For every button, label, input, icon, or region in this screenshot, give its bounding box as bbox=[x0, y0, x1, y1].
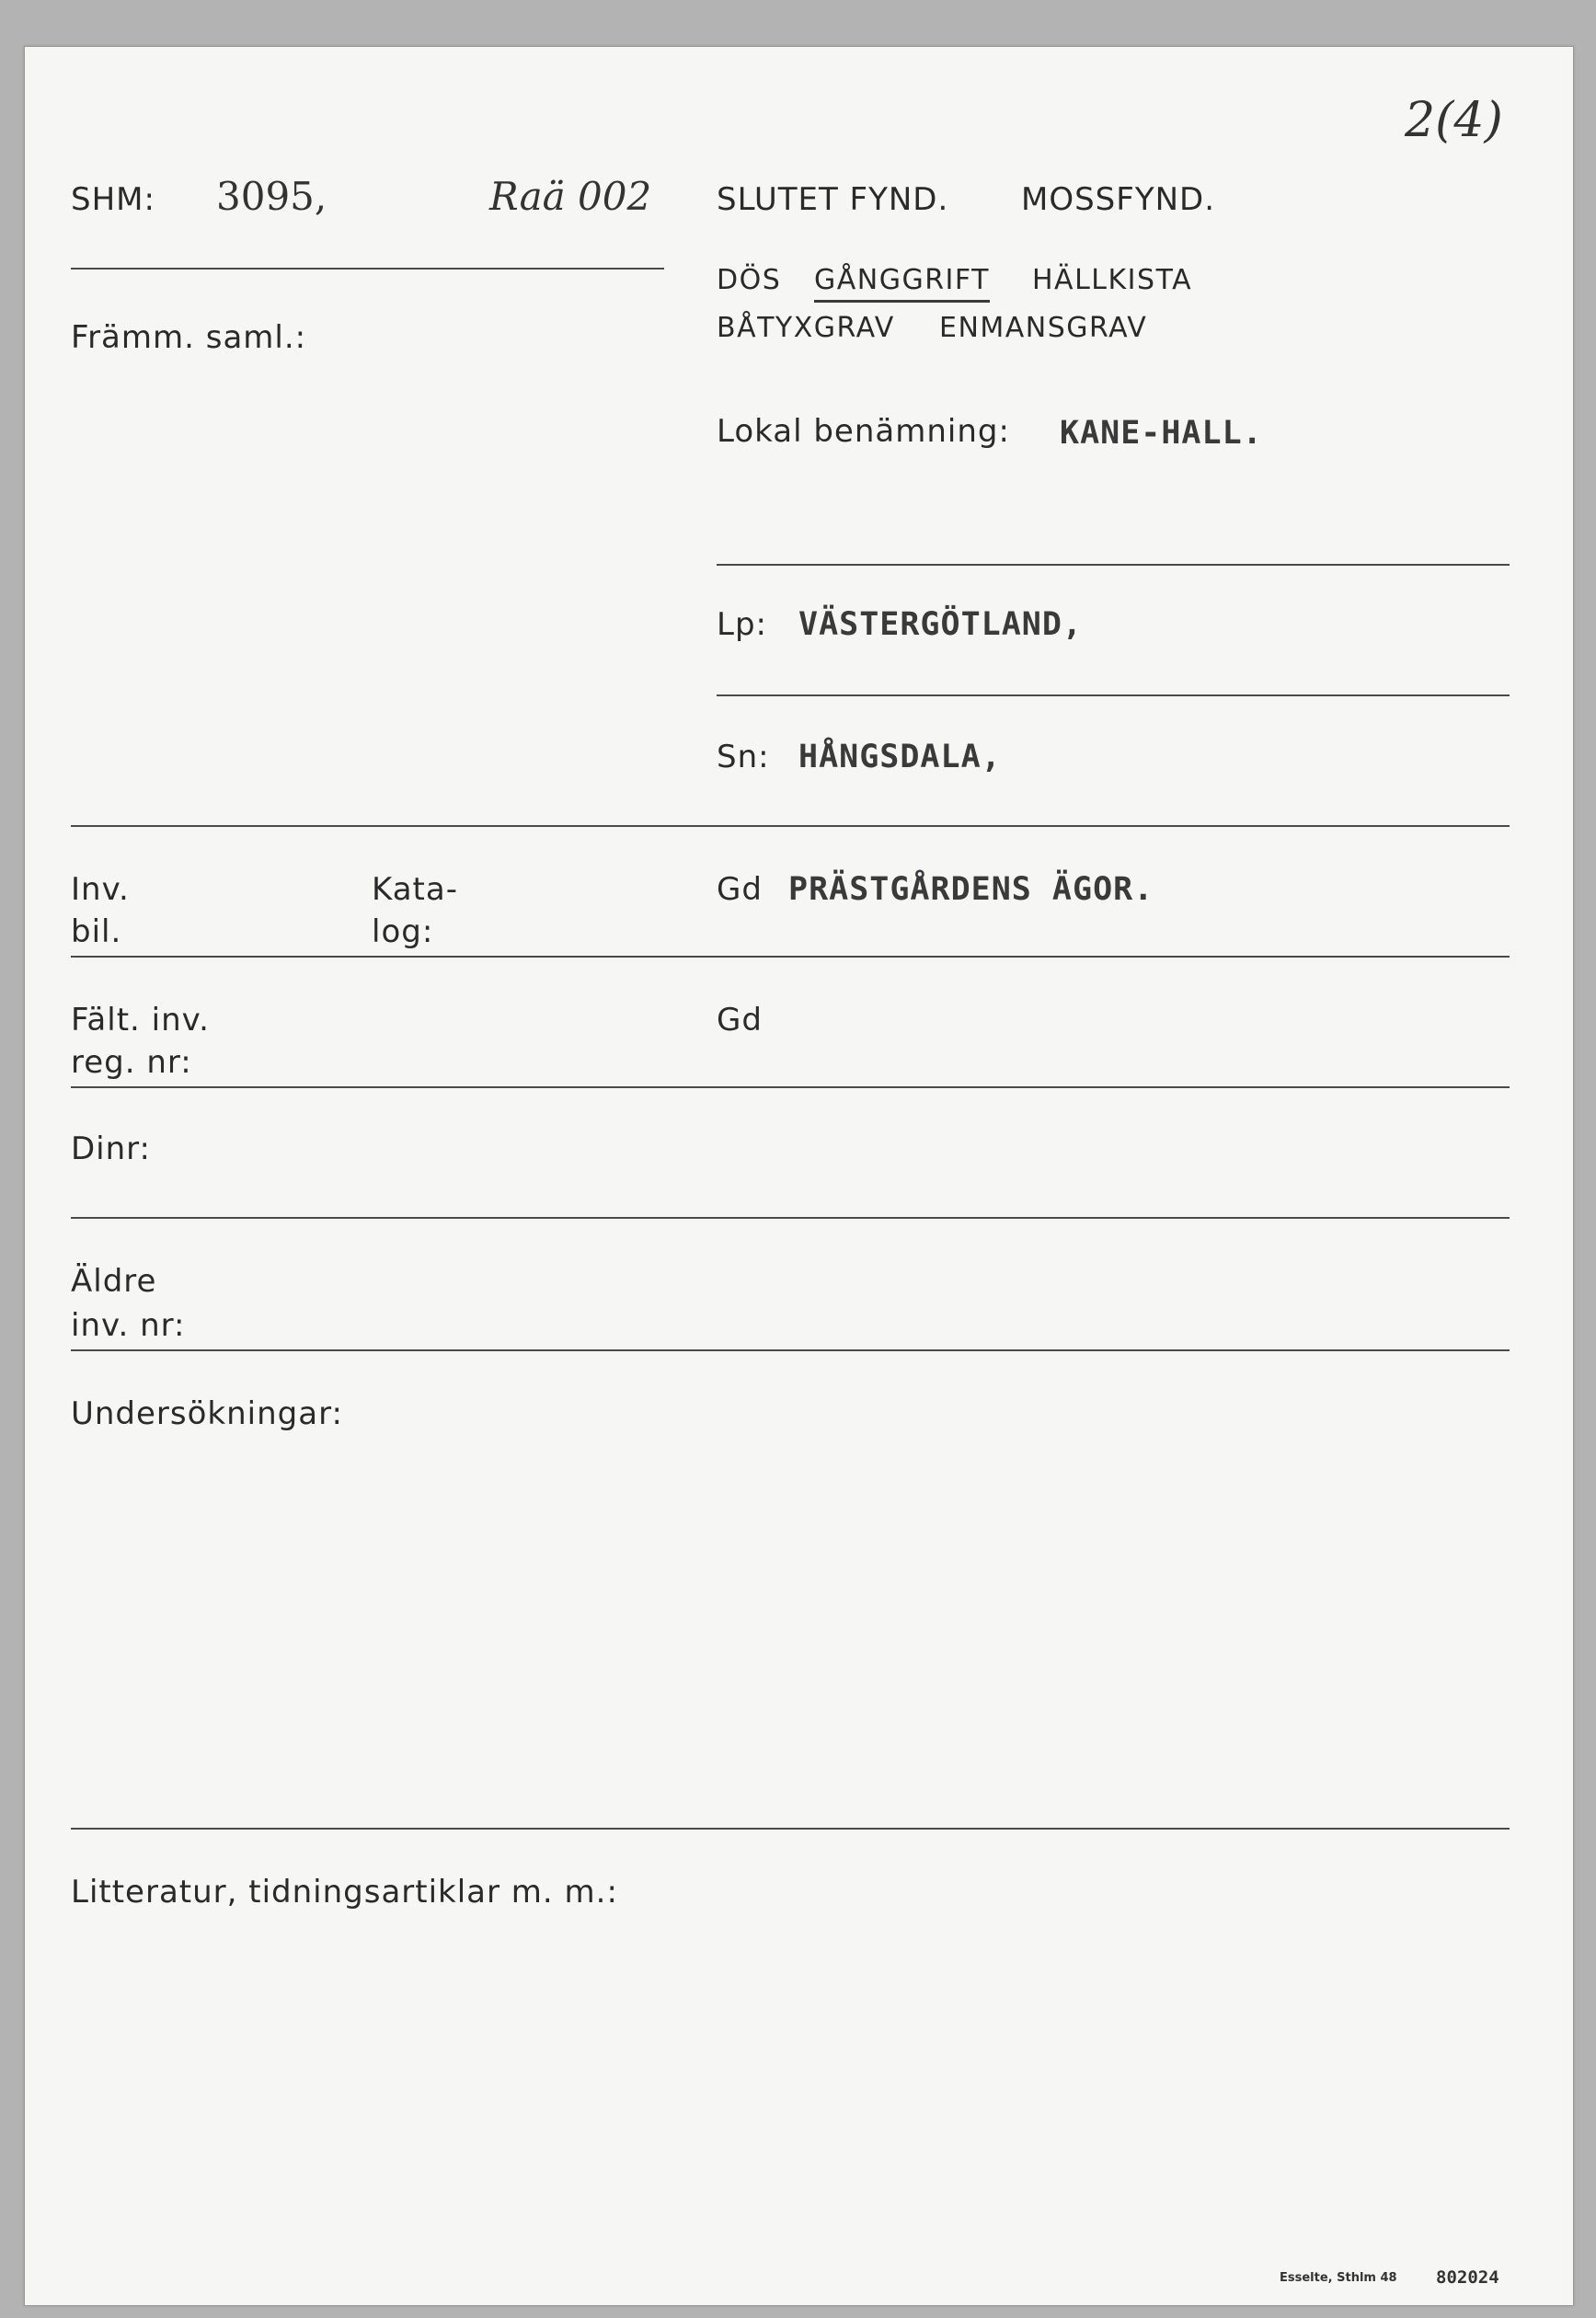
shm-number: 3095, bbox=[216, 174, 327, 219]
rule-inv bbox=[71, 956, 1510, 958]
inv-label-1: Inv. bbox=[71, 871, 130, 908]
lp-label: Lp: bbox=[717, 606, 767, 643]
sn-label: Sn: bbox=[717, 739, 770, 775]
card-number: 802024 bbox=[1436, 2267, 1499, 2288]
rule-dinr bbox=[71, 1217, 1510, 1219]
lokal-label: Lokal benämning: bbox=[717, 413, 1010, 450]
page-number: 2(4) bbox=[1405, 93, 1503, 148]
rule-sn bbox=[71, 825, 1510, 827]
rule-shm bbox=[71, 268, 664, 270]
grave-type-dos: DÖS bbox=[717, 264, 782, 296]
slutet-fynd: SLUTET FYND. bbox=[717, 181, 949, 218]
framm-saml-label: Främm. saml.: bbox=[71, 319, 307, 356]
inv-label-2: bil. bbox=[71, 913, 122, 950]
falt-label-2: reg. nr: bbox=[71, 1044, 192, 1081]
shm-label: SHM: bbox=[71, 181, 155, 218]
lokal-value: KANE-HALL. bbox=[1060, 415, 1263, 452]
undersokningar-label: Undersökningar: bbox=[71, 1395, 343, 1432]
aldre-label-1: Äldre bbox=[71, 1263, 157, 1300]
dinr-label: Dinr: bbox=[71, 1130, 152, 1167]
grave-type-enmansgrav: ENMANSGRAV bbox=[939, 312, 1148, 344]
rule-falt bbox=[71, 1086, 1510, 1088]
printer-imprint: Esselte, Sthlm 48 bbox=[1280, 2271, 1397, 2285]
gd-label: Gd bbox=[717, 871, 763, 908]
katalog-label-2: log: bbox=[372, 913, 434, 950]
litteratur-label: Litteratur, tidningsartiklar m. m.: bbox=[71, 1874, 618, 1911]
falt-label-1: Fält. inv. bbox=[71, 1002, 210, 1039]
rule-aldre bbox=[71, 1349, 1510, 1351]
grave-type-hallkista: HÄLLKISTA bbox=[1032, 264, 1193, 296]
rule-lokal bbox=[717, 564, 1510, 566]
rule-undersokningar bbox=[71, 1828, 1510, 1830]
sn-value: HÅNGSDALA, bbox=[798, 739, 1002, 775]
lp-value: VÄSTERGÖTLAND, bbox=[798, 606, 1084, 643]
gd-value: PRÄSTGÅRDENS ÄGOR. bbox=[788, 871, 1154, 908]
rule-lp bbox=[717, 694, 1510, 696]
archive-card bbox=[24, 46, 1574, 2306]
raa-number: Raä 002 bbox=[489, 174, 652, 219]
grave-type-ganggrift: GÅNGGRIFT bbox=[814, 264, 990, 303]
aldre-label-2: inv. nr: bbox=[71, 1307, 186, 1344]
grave-type-batyxgrav: BÅTYXGRAV bbox=[717, 312, 895, 344]
mossfynd: MOSSFYND. bbox=[1021, 181, 1216, 218]
katalog-label-1: Kata- bbox=[372, 871, 458, 908]
gd2-label: Gd bbox=[717, 1002, 763, 1039]
